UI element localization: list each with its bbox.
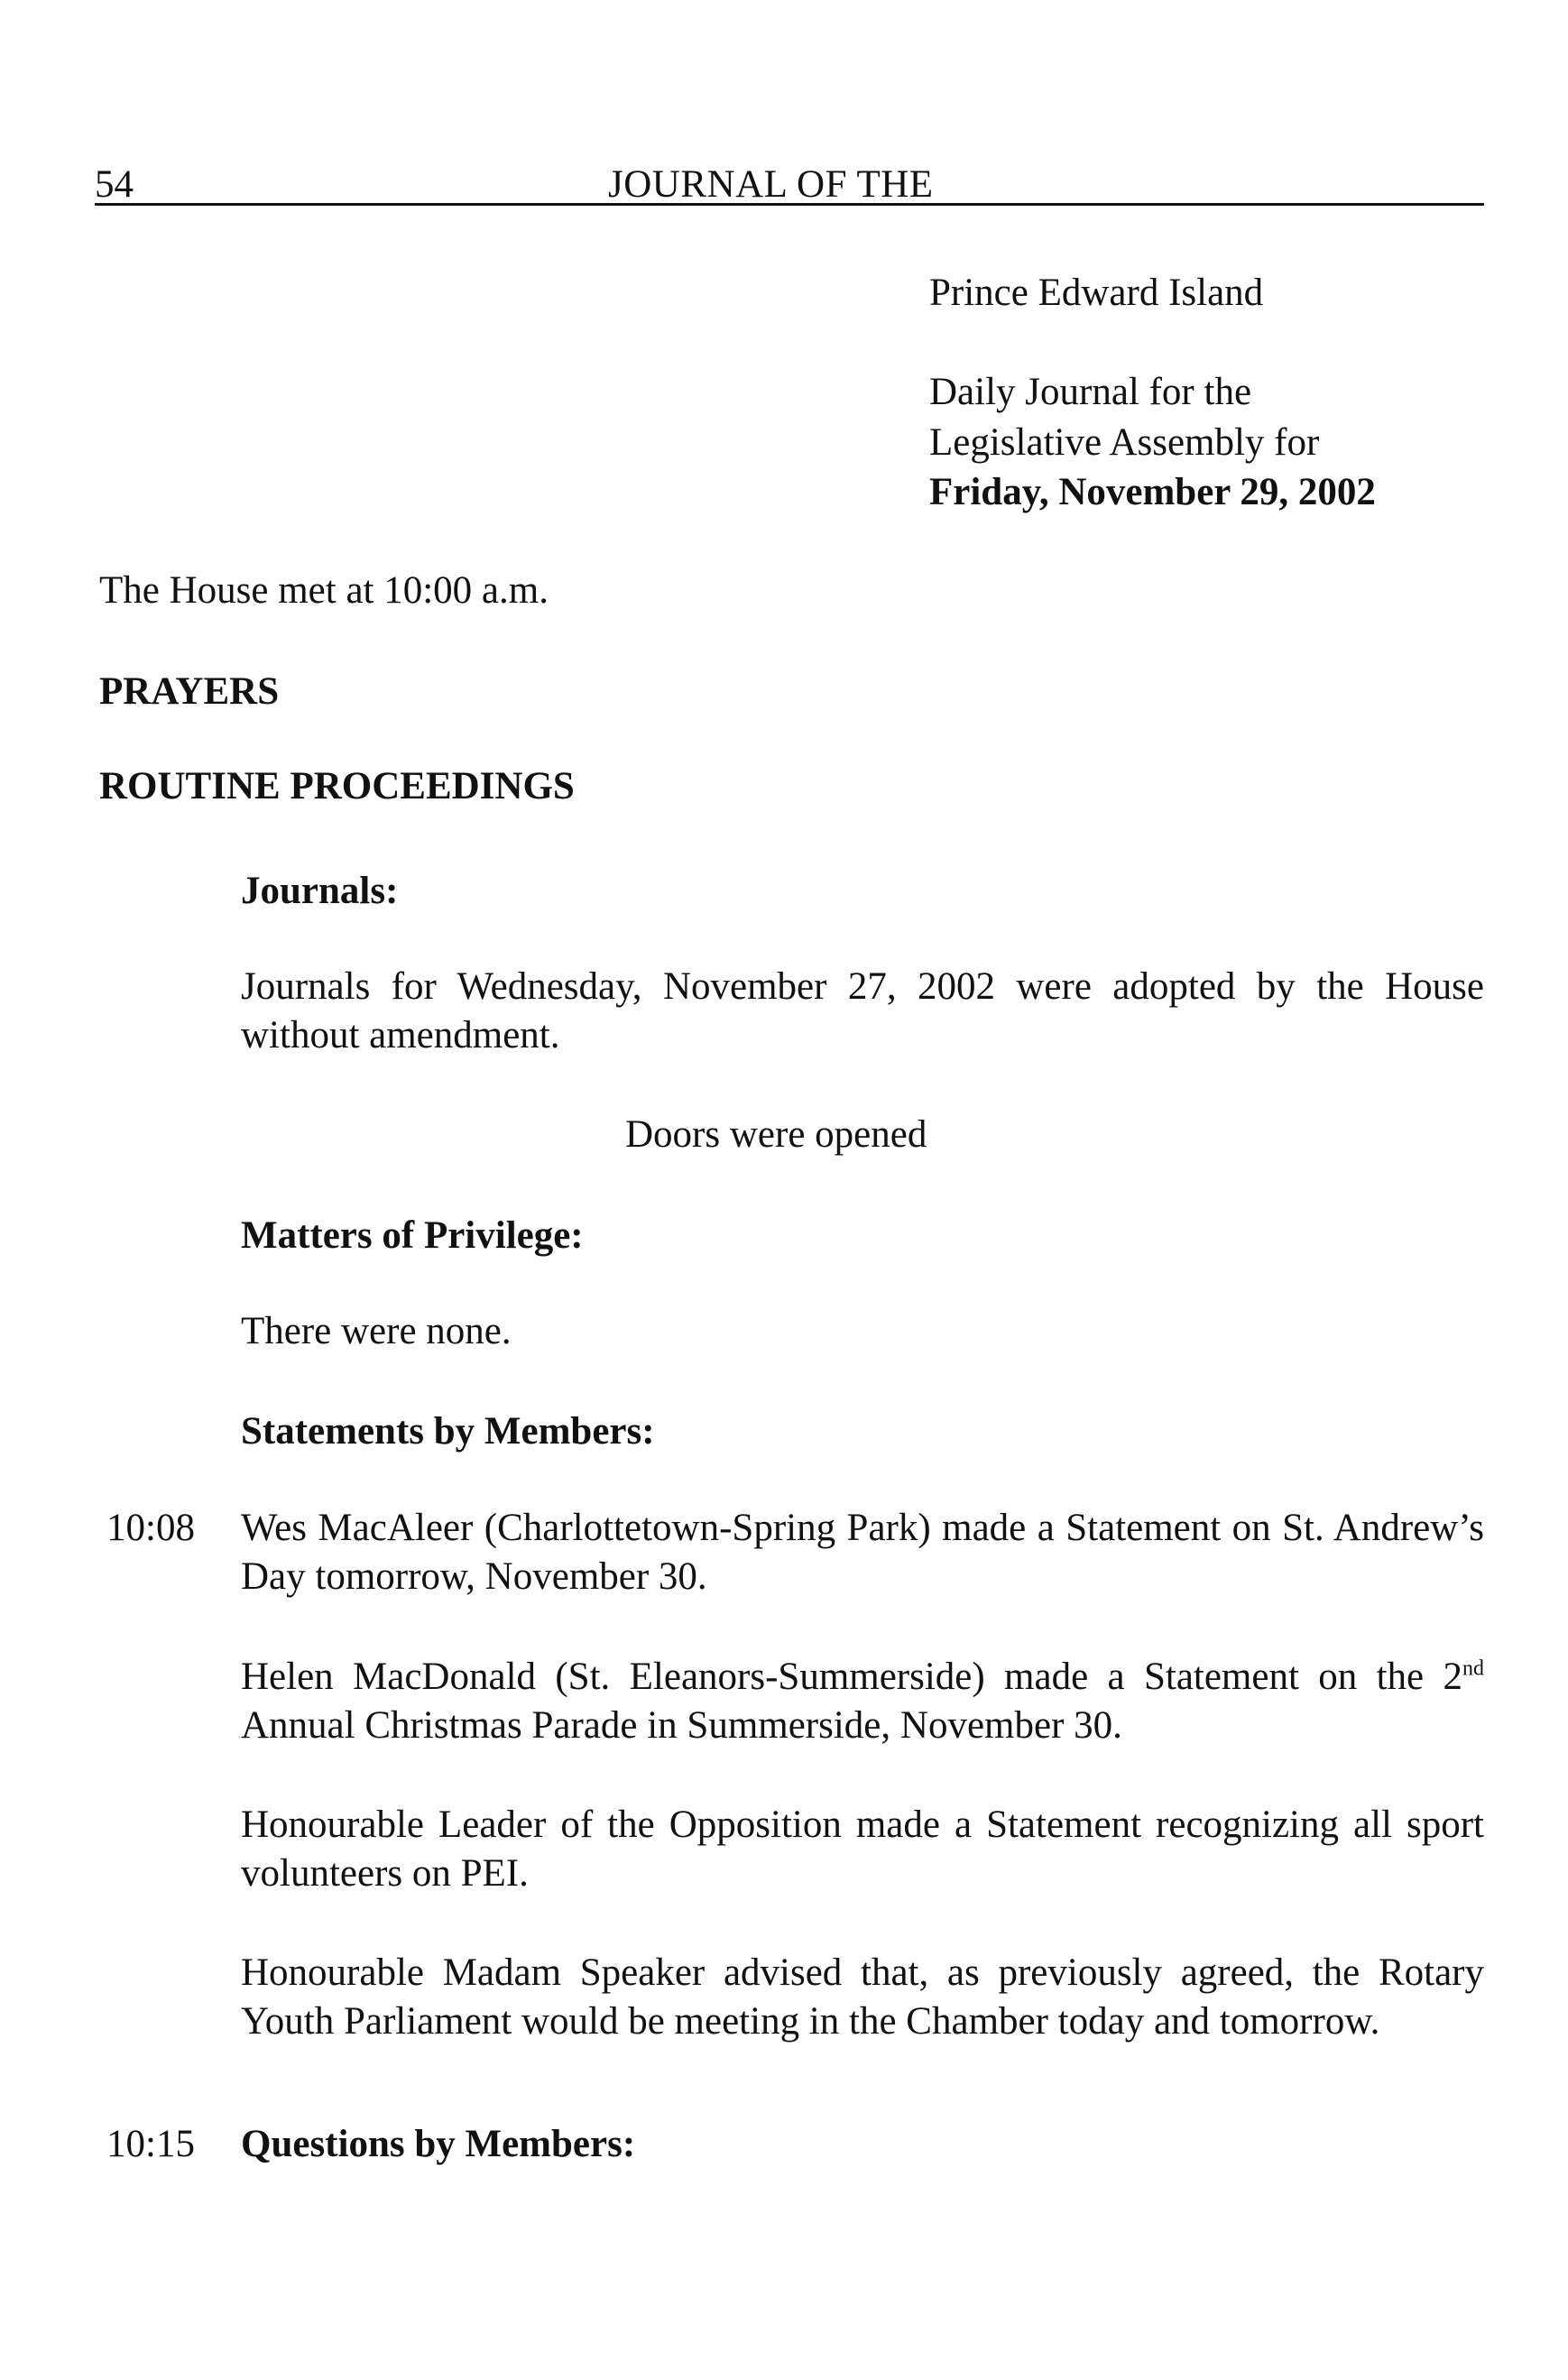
routine-proceedings-heading: ROUTINE PROCEEDINGS [99, 765, 575, 807]
time-marker-questions: 10:15 [106, 2123, 195, 2165]
page-number: 54 [95, 163, 134, 206]
journals-paragraph: Journals for Wednesday, November 27, 2002 were adopted by the House without amendment. [241, 965, 1484, 1056]
statements-heading: Statements by Members: [241, 1410, 655, 1453]
doors-opened-note: Doors were opened [625, 1113, 927, 1156]
running-head: JOURNAL OF THE [608, 163, 934, 206]
journal-title-line-2: Legislative Assembly for [929, 421, 1320, 464]
time-marker-statements: 10:08 [106, 1507, 195, 1549]
questions-heading: Questions by Members: [241, 2123, 636, 2165]
privilege-paragraph: There were none. [241, 1310, 512, 1352]
journal-date: Friday, November 29, 2002 [929, 471, 1376, 513]
privilege-heading: Matters of Privilege: [241, 1214, 584, 1257]
header-rule [95, 203, 1484, 206]
ordinal-suffix: nd [1462, 1656, 1484, 1681]
prayers-heading: PRAYERS [99, 670, 280, 713]
statement-helen-text-2: Annual Christmas Parade in Summerside, November 30. [241, 1703, 1122, 1747]
statement-helen-macdonald [241, 1653, 1484, 1750]
jurisdiction: Prince Edward Island [929, 272, 1264, 314]
statement-helen-text-1: Helen MacDonald (St. Eleanors-Summerside) made a Statement on the 2 [241, 1656, 1462, 1698]
statement-wes-macaleer: Wes MacAleer (Charlottetown-Spring Park) made a Statement on St. Andrew’s Day tomorrow, November 30. [241, 1507, 1484, 1598]
statement-madam-speaker: Honourable Madam Speaker advised that, as previously agreed, the Rotary Youth Parliament would be meeting in the Chamber today and tomorrow. [241, 1951, 1484, 2043]
journals-heading: Journals: [241, 870, 399, 912]
statement-leader-opposition: Honourable Leader of the Opposition made a Statement recognizing all sport volunteers on PEI. [241, 1803, 1484, 1895]
journal-title-line-1: Daily Journal for the [929, 371, 1252, 413]
house-met-line: The House met at 10:00 a.m. [99, 569, 549, 612]
